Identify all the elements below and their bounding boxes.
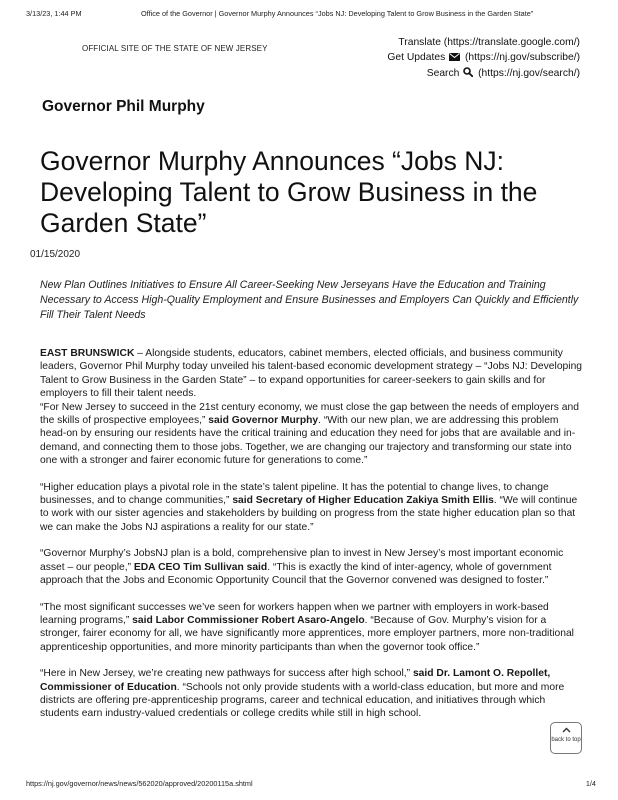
paragraph-3: “Higher education plays a pivotal role in the state’s talent pipeline. It has the potential to change lives, to change businesses, and to change communities,” said Secretary of Higher Education Zakiya Smith Ellis. “We will continue to work with our sister agencies and stakeholders by building on progress from the state higher education plan so that we can make the Jobs NJ aspirations a reality for our state.” xyxy=(40,481,578,533)
page-number: 1/4 xyxy=(585,779,596,788)
article-headline: Governor Murphy Announces “Jobs NJ: Developing Talent to Grow Business in the Garden State” xyxy=(40,146,538,238)
get-updates-url: (https://nj.gov/subscribe/) xyxy=(464,52,580,63)
get-updates-label: Get Updates xyxy=(387,52,446,63)
print-doc-title: Office of the Governor | Governor Murphy Announces “Jobs NJ: Developing Talent to Grow Business in the Garden State” xyxy=(141,9,534,18)
magnifier-icon xyxy=(463,67,473,80)
paragraph-4: “Governor Murphy’s JobsNJ plan is a bold, comprehensive plan to invest in New Jersey’s most important economic asset – our people,” EDA CEO Tim Sullivan said. “This is exactly the kind of inter-agency, whole of government approach that the Jobs and Economic Opportunity Council that the Governor convened was designed to foster.” xyxy=(40,548,564,587)
paragraph-5: “The most significant successes we’ve seen for workers happen when we partner with employers in work-based learning programs,” said Labor Commissioner Robert Asaro-Angelo. “Because of Gov. Murphy’s vision for a stronger, fairer economy for all, we have significantly more apprentices, more employer partners, more non-traditional apprenticeship opportunities, and more minority participants than when the governor took office.” xyxy=(40,601,574,653)
paragraph-6: “Here in New Jersey, we’re creating new pathways for success after high school,” said Dr. Lamont O. Repollet, Commissioner of Education. “Schools not only provide students with a world-class education, but more and more districts are offering pre-apprenticeship programs, career and technical education, and initiatives through which students earn industry-valued credentials or college credits while still in high school. xyxy=(40,668,565,720)
paragraph-1: EAST BRUNSWICK – Alongside students, educators, cabinet members, elected officials, and business community leaders, Governor Phil Murphy today unveiled his talent-based economic development strategy – “Jobs NJ: Developing Talent to Grow Business in the Garden State” – to expand opportunities for career-seekers to gain skills and for employers to fill their talent needs. xyxy=(40,348,583,400)
print-date: 3/13/23, 1:44 PM xyxy=(26,9,82,18)
dateline: EAST BRUNSWICK xyxy=(40,348,135,359)
search-url: (https://nj.gov/search/) xyxy=(478,68,580,79)
print-header xyxy=(26,9,596,21)
translate-label: Translate (https://translate.google.com/) xyxy=(398,37,580,48)
get-updates-link[interactable] xyxy=(387,52,580,64)
search-link[interactable] xyxy=(427,67,580,80)
print-url: https://nj.gov/governor/news/news/562020/approved/20200115a.shtml xyxy=(26,779,253,788)
official-site-banner: OFFICIAL SITE OF THE STATE OF NEW JERSEY xyxy=(82,44,268,53)
chevron-up-icon xyxy=(551,727,581,736)
search-label: Search xyxy=(426,68,460,79)
back-to-top-label: back to top xyxy=(551,737,581,743)
back-to-top-button[interactable] xyxy=(550,722,582,754)
paragraph-2: “For New Jersey to succeed in the 21st century economy, we must close the gap between the needs of employers and the skills of prospective employees,” said Governor Murphy. “With our new plan, we are addressing this problem head-on by ensuring our residents have the critical training and education they need for jobs that are available and in-demand, and connecting them to those jobs. Together, we are changing our trajectory and transforming our state into one with a stronger and fairer economic future for generations to come.” xyxy=(40,401,579,467)
translate-link[interactable] xyxy=(398,37,580,48)
article-body xyxy=(40,347,584,721)
print-footer xyxy=(26,779,596,791)
envelope-icon xyxy=(449,53,460,64)
governor-name[interactable]: Governor Phil Murphy xyxy=(42,98,205,115)
article-subhead: New Plan Outlines Initiatives to Ensure All Career-Seeking New Jerseyans Have the Education and Training Necessary to Access High-Quality Employment and Ensure Businesses and Employers Can Quickly and Efficiently Fill Their Talent Needs xyxy=(40,279,579,321)
article-date: 01/15/2020 xyxy=(30,249,81,260)
